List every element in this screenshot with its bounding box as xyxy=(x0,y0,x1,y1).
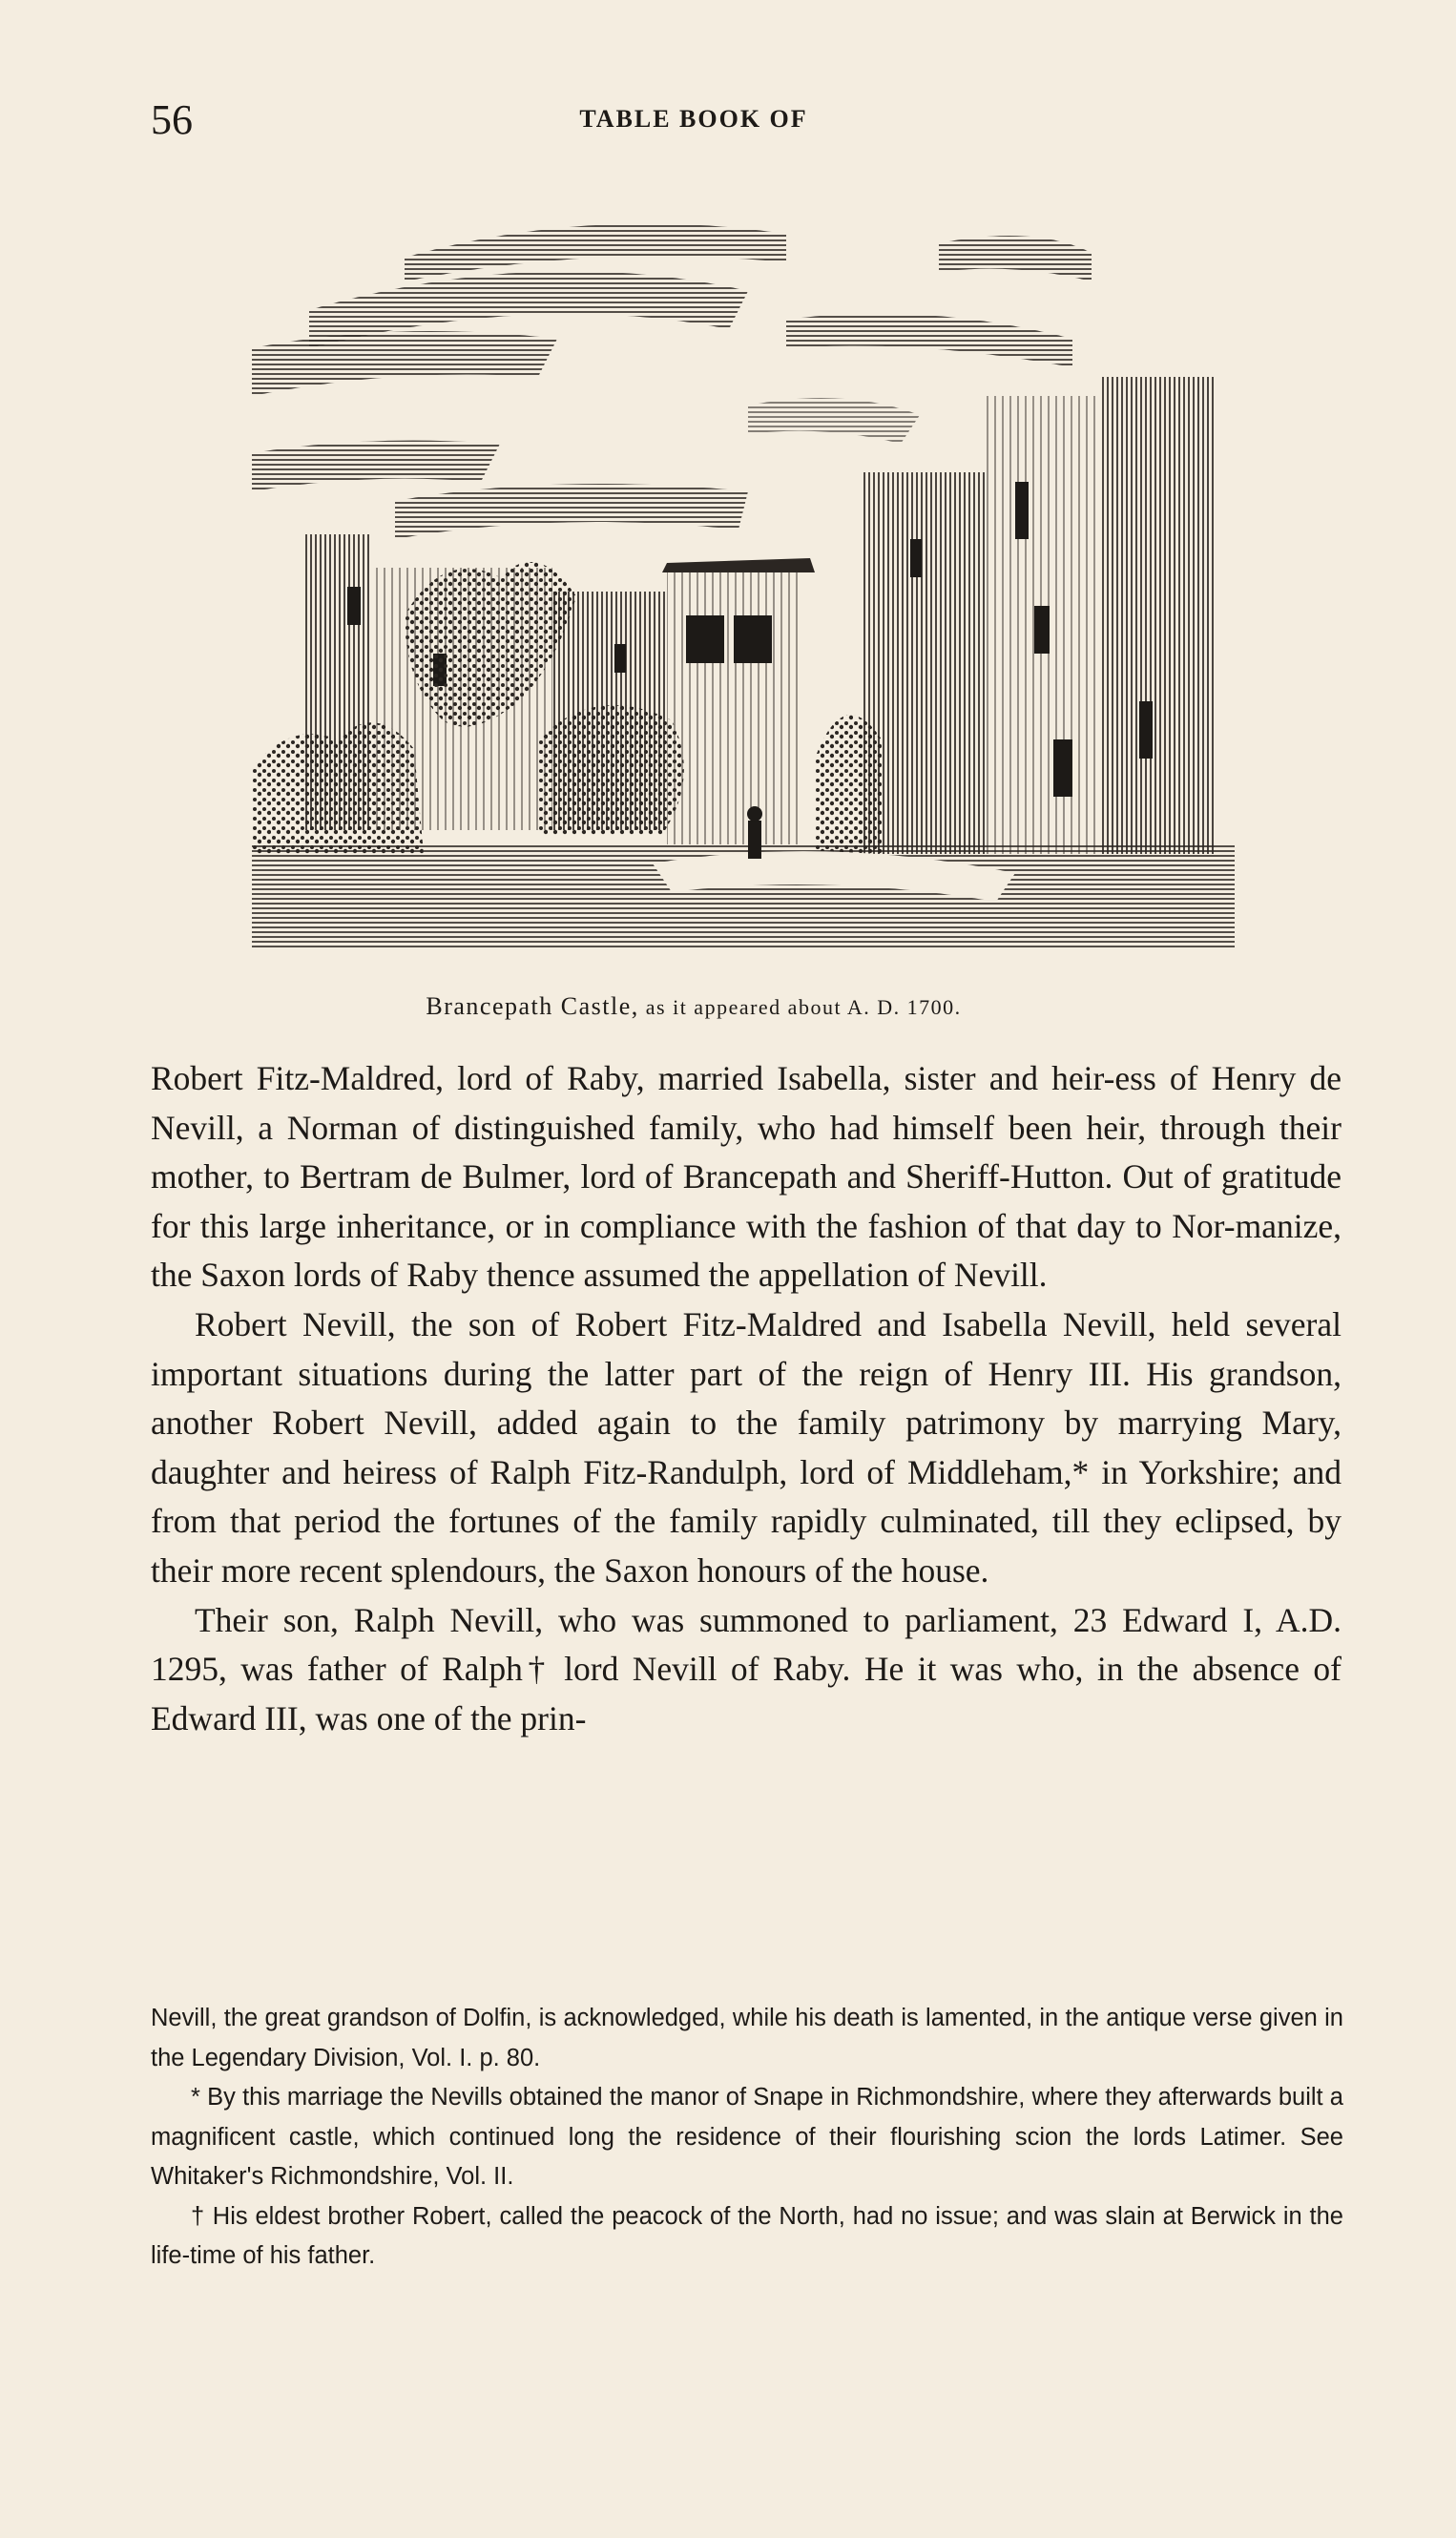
page-header xyxy=(151,95,1237,153)
paragraph: Robert Fitz-Maldred, lord of Raby, married Isabella, sister and heir-ess of Henry de Nevill, a Norman of distinguished family, who had himself been heir, through their mother, to Bertram de Bulmer, lord of Brancepath and Sheriff-Hutton. Out of gratitude for this large inheritance, or in compliance with the fashion of that day to Nor-manize, the Saxon lords of Raby thence assumed the appellation of Nevill. xyxy=(151,1059,1342,1295)
castle-engraving-illustration xyxy=(252,205,1235,949)
page-number: 56 xyxy=(151,96,193,143)
running-title: TABLE BOOK OF xyxy=(579,105,808,133)
castle-central-tower xyxy=(662,558,815,844)
caption-rest: as it appeared about A. D. 1700. xyxy=(638,995,962,1019)
standing-figure xyxy=(748,821,761,859)
paragraph: Their son, Ralph Nevill, who was summoned to parliament, 23 Edward I, A.D. 1295, was father of Ralph† lord Nevill of Raby. He it was who, in the absence of Edward III, was one of the prin- xyxy=(151,1600,1342,1737)
body-text xyxy=(151,1054,1342,1743)
footnote-dagger: † His eldest brother Robert, called the peacock of the North, had no issue; and was slain at Berwick in the life-time of his father. xyxy=(151,2202,1343,2269)
castle-engraving xyxy=(252,205,1235,949)
paragraph: Robert Nevill, the son of Robert Fitz-Maldred and Isabella Nevill, held several important situations during the latter part of the reign of Henry III. His grandson, another Robert Nevill, added again to the family patrimony by marrying Mary, daughter and heiress of Ralph Fitz-Randulph, lord of Middleham,* in Yorkshire; and from that period the fortunes of the family rapidly culminated, till they eclipsed, by their more recent splendours, the Saxon honours of the house. xyxy=(151,1304,1342,1590)
footnote-continuation: Nevill, the great grandson of Dolfin, is acknowledged, while his death is lamented, in the antique verse given in the Legendary Division, Vol. I. p. 80. xyxy=(151,2005,1343,2071)
castle-right-tower xyxy=(863,377,1216,854)
footnote-asterisk: * By this marriage the Nevills obtained the manor of Snape in Richmondshire, where they afterwards built a magnificent castle, which continued long the residence of their flourishing scion the lords Latimer. See Whitaker's Richmondshire, Vol. II. xyxy=(151,2084,1343,2190)
figure-caption xyxy=(151,992,1237,1021)
caption-lead: Brancepath Castle, xyxy=(426,992,639,1020)
footnotes xyxy=(151,1999,1343,2277)
